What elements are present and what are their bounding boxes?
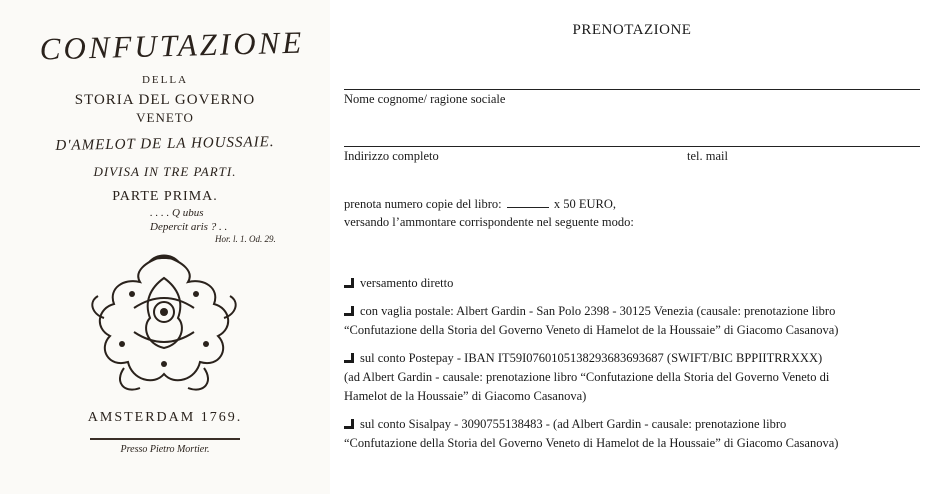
book-title: CONFUTAZIONE [39, 24, 305, 67]
copies-prefix: prenota numero copie del libro: [344, 197, 502, 211]
imprint-printer: Presso Pietro Mortier. [120, 444, 210, 455]
copies-count-blank[interactable] [507, 197, 549, 208]
checkbox-icon[interactable] [344, 419, 354, 429]
copies-line [344, 197, 616, 212]
mail-field-label: tel. mail [687, 149, 728, 163]
book-subtitle-storia: STORIA DEL GOVERNO [74, 92, 256, 108]
address-field-label: Indirizzo completo [344, 149, 439, 163]
form-title: PRENOTAZIONE [572, 22, 692, 38]
book-division: DIVISA IN TRE PARTI. [93, 164, 237, 179]
book-subtitle-della: DELLA [141, 74, 189, 86]
option-label: sul conto Postepay - IBAN IT59I0760105138293683693687 (SWIFT/BIC BPPIITRRXXX) [360, 351, 823, 365]
epigraph-line-2: Depercit aris ? . . [150, 221, 228, 233]
name-field-line[interactable] [344, 89, 920, 90]
option-label-continued: “Confutazione della Storia del Governo Veneto di Hamelot de la Houssaie” di Giacomo Casanova) [344, 323, 839, 337]
option-label-continued: “Confutazione della Storia del Governo Veneto di Hamelot de la Houssaie” di Giacomo Casanova) [344, 436, 839, 450]
option-label-continued: (ad Albert Gardin - causale: prenotazione libro “Confutazione della Storia del Governo Veneto di [344, 370, 830, 384]
name-field-label: Nome cognome/ ragione sociale [344, 92, 506, 106]
imprint-city-year: AMSTERDAM 1769. [87, 410, 243, 425]
address-field-line[interactable] [344, 146, 920, 147]
book-author: D'AMELOT DE LA HOUSSAIE. [55, 134, 275, 154]
imprint-divider [90, 438, 240, 440]
printer-ornament-icon [84, 248, 244, 398]
checkbox-icon[interactable] [344, 353, 354, 363]
book-title-page-image [0, 0, 330, 494]
copies-suffix: x 50 EURO, [553, 197, 616, 211]
checkbox-icon[interactable] [344, 278, 354, 288]
option-direct-payment[interactable] [344, 274, 924, 293]
book-part: PARTE PRIMA. [112, 189, 218, 204]
option-label: con vaglia postale: Albert Gardin - San Polo 2398 - 30125 Venezia (causale: prenotazione libro [360, 304, 836, 318]
checkbox-icon[interactable] [344, 306, 354, 316]
option-label-continued: Hamelot de la Houssaie” di Giacomo Casanova) [344, 389, 587, 403]
epigraph-line-1: . . . . Q ubus [150, 207, 204, 219]
option-postepay[interactable] [344, 349, 924, 406]
book-subtitle-veneto: VENETO [136, 110, 194, 125]
option-label: versamento diretto [360, 276, 454, 290]
epigraph-reference: Hor. l. 1. Od. 29. [215, 234, 276, 244]
option-sisalpay[interactable] [344, 415, 924, 453]
option-postal-order[interactable] [344, 302, 924, 340]
reservation-form [344, 0, 920, 494]
payment-intro: versando l’ammontare corrispondente nel seguente modo: [344, 215, 634, 229]
option-label: sul conto Sisalpay - 3090755138483 - (ad Albert Gardin - causale: prenotazione libro [360, 417, 787, 431]
